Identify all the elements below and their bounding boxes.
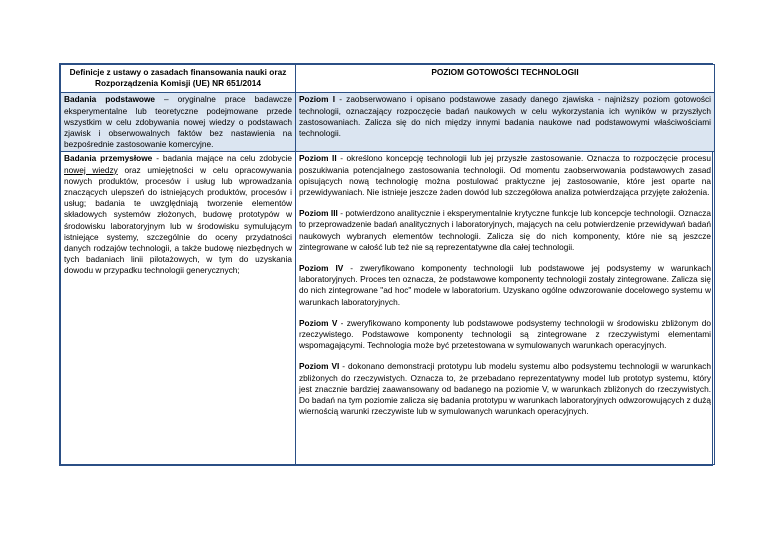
industrial-research-text-a: - badania mające na celu zdobycie [152,153,292,164]
basic-research-term: Badania podstawowe [64,94,156,105]
level-1-term: Poziom I [299,94,336,105]
new-knowledge-underlined: nowej wiedzy [64,164,118,175]
industrial-research-text-b: oraz umiejętności w celu opracowywania nowych produktów, procesów i usług lub wprowadzania znaczących ulepszeń do istniejących produktów, procesów i usług; badania te uwzględniają tworzenie elementów składowych systemów złożonych, budowę prototypów w środowisku laboratoryjnym lub w środowisku symulującym istniejące systemy, szczególnie do oceny przydatności danych rodzajów technologii, a także budowę niezbędnych w tych badaniach linii pilotażowych, w tym do uzyskania dowodu w przypadku technologii generycznych; [64,164,292,276]
level-6-description: - dokonano demonstracji prototypu lub modelu systemu albo podsystemu technologii w warunkach zbliżonych do rzeczywistych. Oznacza to, że przebadano reprezentatywny model lub prototyp systemu, który jest znacznie bardziej zaawansowany od badanego na poziomie V, w warunkach zbliżonych do rzeczywistych. Do badań na tym poziomie zalicza się badania prototypu w warunkach laboratoryjnych odwzorowujących z dużą wiernością warunki rzeczywiste lub w symulowanych warunkach operacyjnych. [299,361,711,417]
level-4-term: Poziom IV [299,263,344,274]
basic-research-definition: – oryginalne prace badawcze eksperymentalne lub teoretyczne podejmowane przede wszystkim w celu zdobywania nowej wiedzy o podstawach zjawisk i obserwowalnych faktów bez nastawienia na bezpośrednie zastosowanie komercyjne. [64,94,292,150]
levels-2-6-cell [296,152,715,465]
header-technology-readiness: POZIOM GOTOWOŚCI TECHNOLOGII [296,65,715,93]
level-1-cell [296,93,715,152]
level-6-term: Poziom VI [299,361,340,372]
level-6-paragraph [299,361,711,417]
level-1-description: - zaobserwowano i opisano podstawowe zasady danego zjawiska - najniższy poziom gotowości technologii, oznaczający rozpoczęcie badań naukowych w celu wykorzystania ich wyników w przyszłych zastosowaniach. Zalicza się do nich między innymi badania naukowe nad podstawowymi właściwościami technologii. [299,94,711,139]
industrial-research-term: Badania przemysłowe [64,153,153,164]
level-3-description: - potwierdzono analitycznie i eksperymentalnie krytyczne funkcje lub koncepcje technologii. Oznacza to przeprowadzenie badań analitycznych i laboratoryjnych, mających na celu potwierdzenie przewidywań badań naukowych wybranych elementów technologii. Zalicza się do nich komponenty, które nie są jeszcze zintegrowane w całość lub też nie są reprezentatywne dla całej technologii. [299,208,711,252]
table-header-row [61,65,715,93]
level-2-term: Poziom II [299,153,337,164]
level-3-paragraph [299,208,711,253]
level-3-term: Poziom III [299,208,338,219]
level-5-description: - zweryfikowano komponenty lub podstawowe podsystemy technologii w środowisku zbliżonym do rzeczywistego. Podstawowe komponenty technologii są zintegrowane z rzeczywistymi elementami wspomagającymi. Technologia może być przetestowana w symulowanych warunkach operacyjnych. [299,317,711,351]
level-2-paragraph [299,153,711,198]
level-4-paragraph [299,263,711,308]
industrial-research-cell [61,152,296,465]
definitions-table [59,63,713,466]
level-5-paragraph [299,318,711,352]
table-row [61,93,715,152]
level-5-term: Poziom V [299,317,338,328]
basic-research-cell [61,93,296,152]
header-definitions: Definicje z ustawy o zasadach finansowania nauki oraz Rozporządzenia Komisji (UE) NR 651/2014 [61,65,296,93]
level-2-description: - określono koncepcję technologii lub jej przyszłe zastosowanie. Oznacza to rozpoczęcie procesu poszukiwania potencjalnego zastosowania technologii. Od momentu zaobserwowania podstawowych zasad opisujących nową technologię można postulować praktyczne jej zastosowanie, które jest oparte na przewidywaniach. Nie istnieje jeszcze żaden dowód lub szczegółowa analiza potwierdzająca przyjęte założenia. [299,153,711,198]
level-4-description: - zweryfikowano komponenty technologii lub podstawowe jej podsystemy w warunkach laboratoryjnych. Proces ten oznacza, że podstawowe komponenty technologii zostały zintegrowane. Zalicza się do nich zintegrowane "ad hoc" modele w laboratorium. Uzyskano ogólne odwzorowanie docelowego systemu w warunkach laboratoryjnych. [299,263,711,307]
table-row [61,152,715,465]
